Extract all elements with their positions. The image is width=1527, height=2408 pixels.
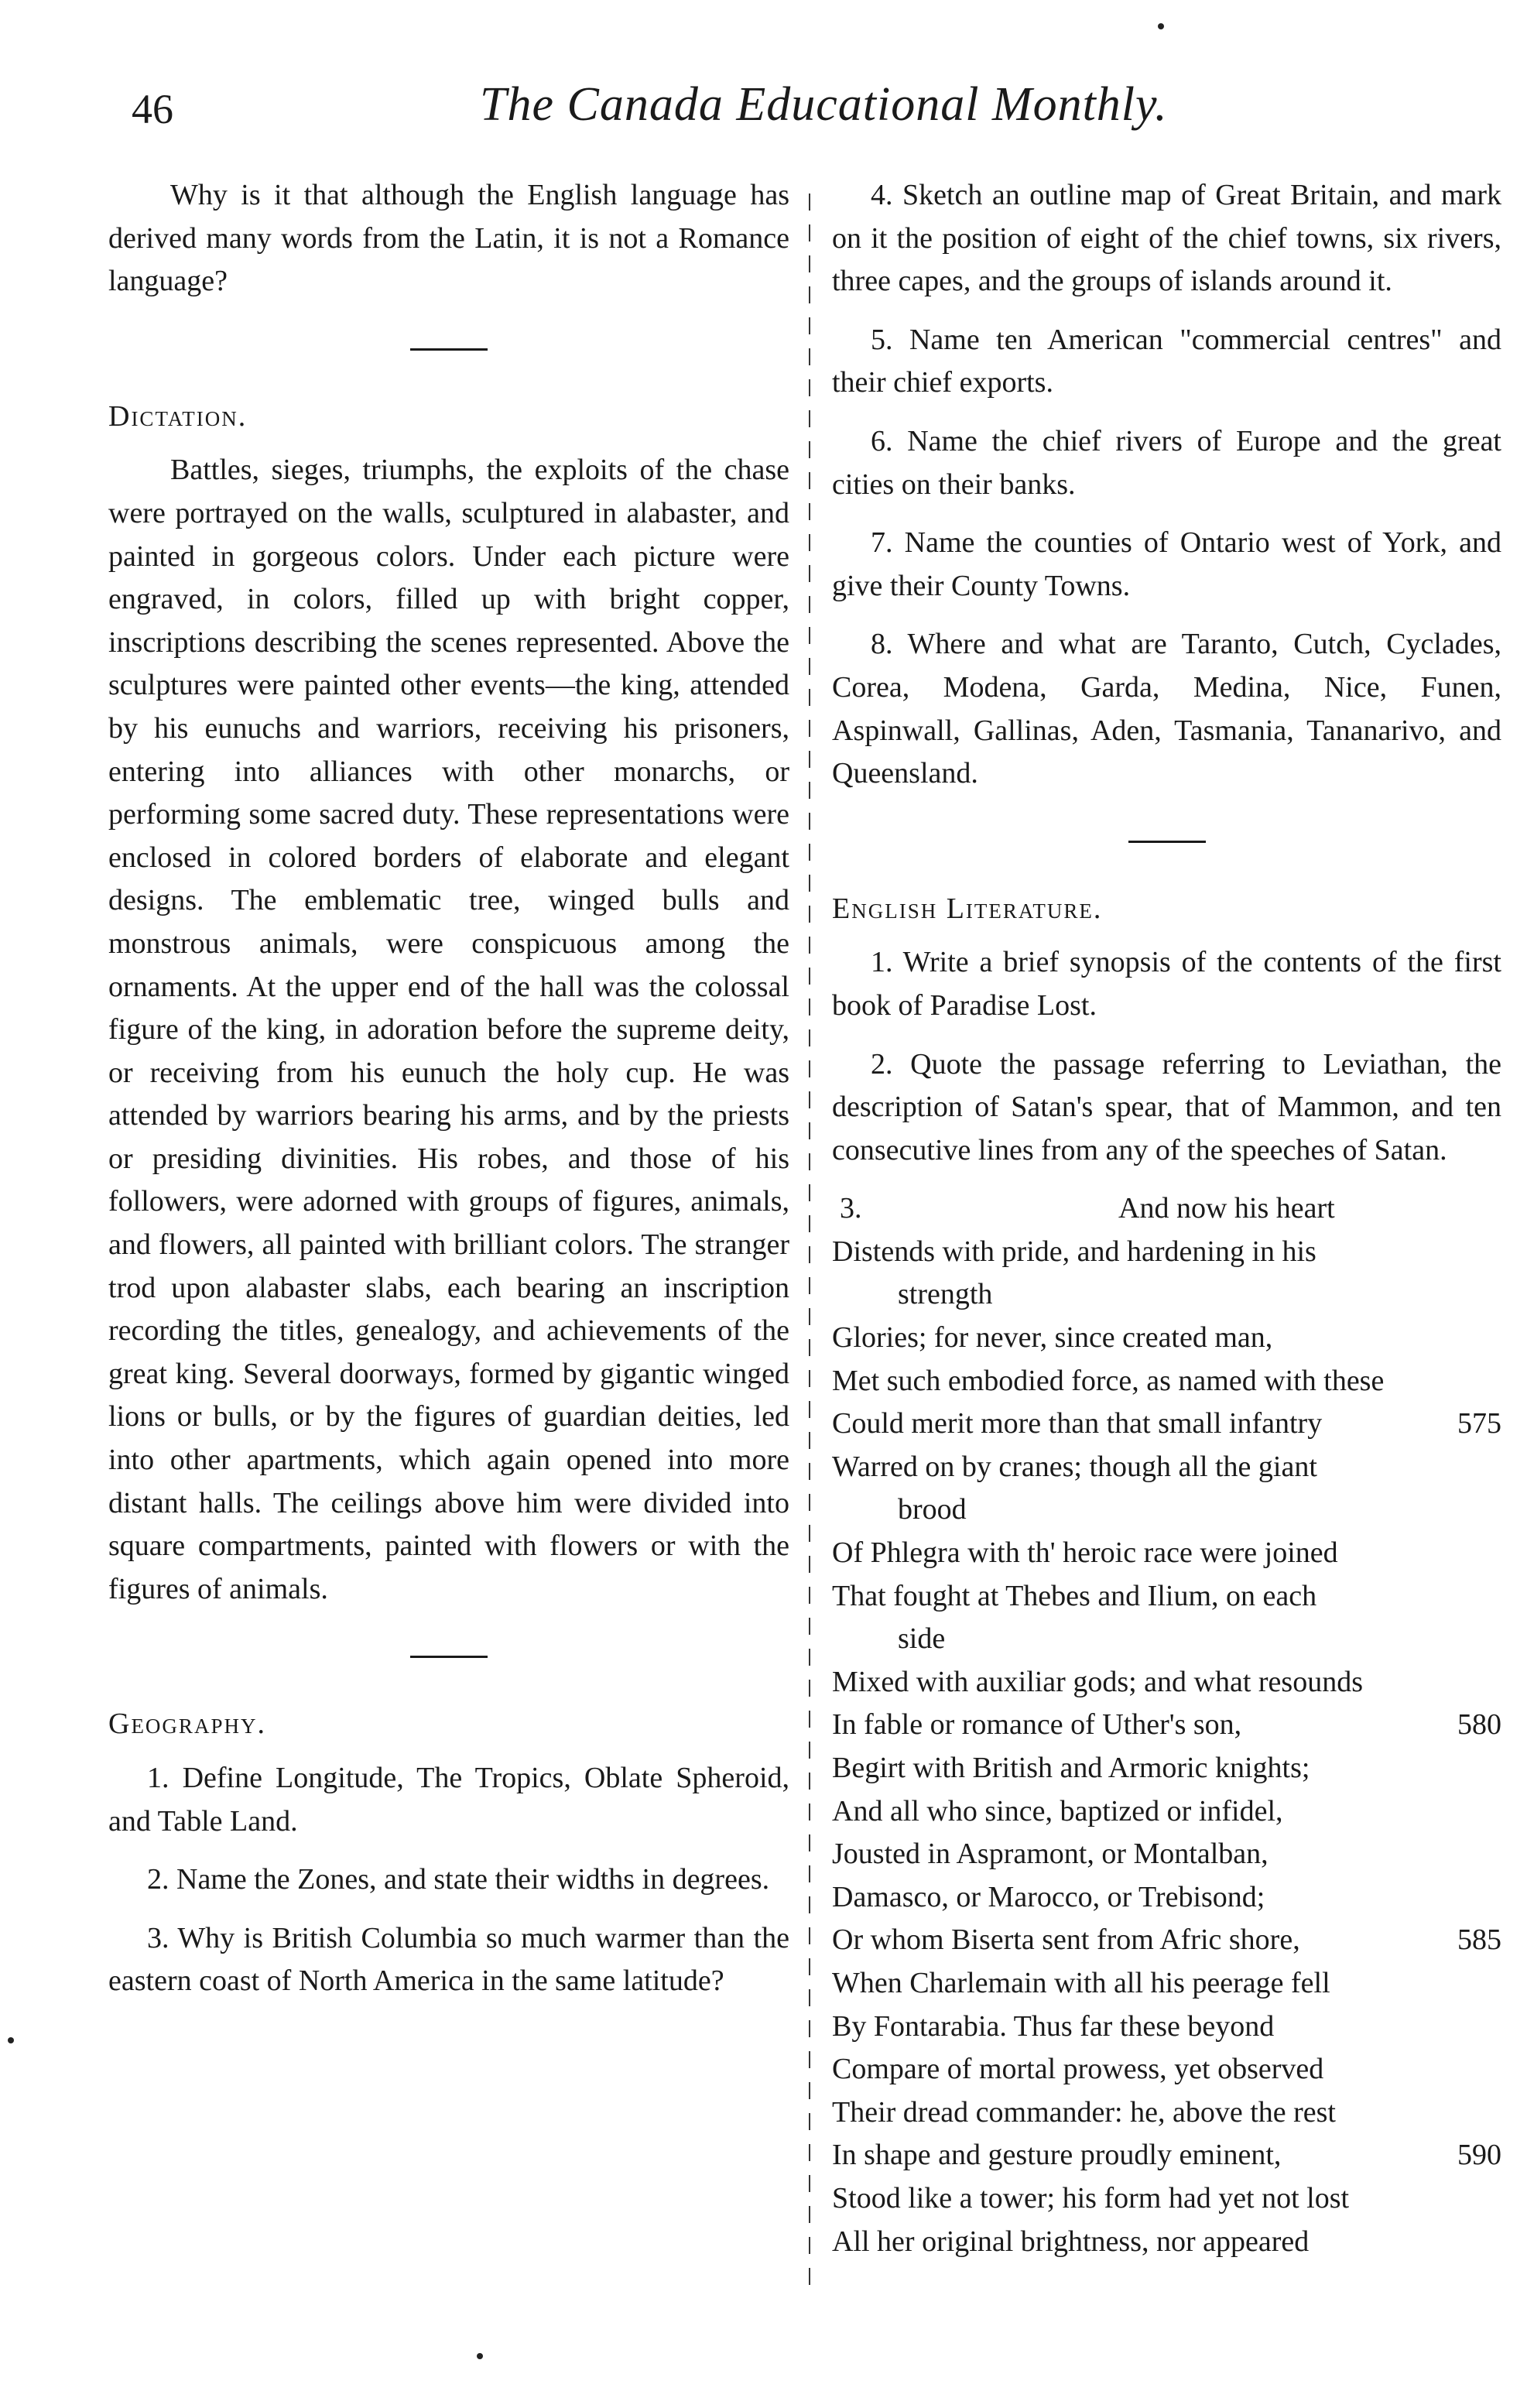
- section-rule: [410, 348, 488, 351]
- left-column: [108, 174, 789, 2019]
- verse-line: That fought at Thebes and Ilium, on each: [832, 1579, 1317, 1612]
- verse-line: strength: [898, 1278, 993, 1311]
- column-divider: [809, 194, 810, 2299]
- geography-heading: Geography.: [108, 1708, 266, 1741]
- verse-line: Mixed with auxiliar gods; and what resounds: [832, 1665, 1364, 1698]
- verse-line: Jousted in Aspramont, or Montalban,: [832, 1838, 1269, 1871]
- geography-question-8: 8. Where and what are Taranto, Cutch, Cyclades, Corea, Modena, Garda, Medina, Nice, Funen, Aspinwall, Gallinas, Aden, Tasmania, Tananarivo, and Queensland.: [832, 628, 1501, 790]
- verse-line: Begirt with British and Armoric knights;: [832, 1752, 1310, 1784]
- verse-text: In shape and gesture proudly eminent,: [832, 2139, 1282, 2172]
- ink-speck: [1158, 23, 1164, 29]
- verse-line: And all who since, baptized or infidel,: [832, 1794, 1283, 1827]
- verse-text: In fable or romance of Uther's son,: [832, 1708, 1242, 1742]
- paradise-lost-quotation: [832, 1187, 1501, 2263]
- geography-question-3: 3. Why is British Columbia so much warmer than the eastern coast of North America in the same latitude?: [108, 1921, 789, 1998]
- verse-line: [832, 1919, 1501, 1962]
- verse-line: Warred on by cranes; though all the giant: [832, 1450, 1317, 1483]
- verse-line: [832, 1403, 1501, 1446]
- literature-question-1: 1. Write a brief synopsis of the contents of the first book of Paradise Lost.: [832, 946, 1501, 1022]
- verse-line: Their dread commander: he, above the rest: [832, 2095, 1336, 2129]
- geography-question-5: 5. Name ten American "commercial centres" and their chief exports.: [832, 323, 1501, 399]
- intro-question: Why is it that although the English language has derived many words from the Latin, it is not a Romance language?: [108, 179, 789, 298]
- verse-line: Distends with pride, and hardening in his: [832, 1235, 1316, 1268]
- page-number: 46: [132, 86, 173, 132]
- ink-speck: [477, 2353, 483, 2359]
- section-rule: [1128, 841, 1206, 843]
- line-number: 590: [1457, 2139, 1501, 2172]
- line-number: 585: [1457, 1923, 1501, 1957]
- verse-line: brood: [898, 1493, 967, 1526]
- verse-line: Compare of mortal prowess, yet observed: [832, 2053, 1324, 2086]
- line-number: 575: [1457, 1407, 1501, 1440]
- literature-heading: English Literature.: [832, 892, 1103, 925]
- verse-line: side: [898, 1622, 946, 1656]
- geography-question-4: 4. Sketch an outline map of Great Britain, and mark on it the position of eight of the chief towns, six rivers, three capes, and the groups of islands around it.: [832, 179, 1501, 298]
- verse-line: [832, 1187, 1501, 1231]
- question-number: 3.: [840, 1192, 862, 1225]
- verse-text: Or whom Biserta sent from Afric shore,: [832, 1923, 1300, 1957]
- running-title: The Canada Educational Monthly.: [480, 78, 1168, 131]
- verse-line: [832, 1704, 1501, 1747]
- line-number: 580: [1457, 1708, 1501, 1742]
- geography-question-1: 1. Define Longitude, The Tropics, Oblate Spheroid, and Table Land.: [108, 1762, 789, 1838]
- verse-text: And now his heart: [1118, 1192, 1335, 1225]
- dictation-heading: Dictation.: [108, 399, 248, 433]
- ink-speck: [8, 2037, 14, 2043]
- verse-line: Of Phlegra with th' heroic race were joined: [832, 1536, 1338, 1570]
- right-column: [832, 174, 1501, 2263]
- verse-line: Glories; for never, since created man,: [832, 1321, 1273, 1355]
- verse-line: When Charlemain with all his peerage fell: [832, 1966, 1330, 1999]
- verse-line: Damasco, or Marocco, or Trebisond;: [832, 1880, 1265, 1913]
- literature-question-2: 2. Quote the passage referring to Leviathan, the description of Satan's spear, that of Mammon, and ten consecutive lines from any of the speeches of Satan.: [832, 1047, 1501, 1166]
- geography-question-6: 6. Name the chief rivers of Europe and the great cities on their banks.: [832, 424, 1501, 501]
- dictation-text: Battles, sieges, triumphs, the exploits of the chase were portrayed on the walls, sculptured in alabaster, and painted in gorgeous colors. Under each picture were engraved, in colors, filled up with bright copper, inscriptions describing the scenes represented. Above the sculptures were painted other events—the king, attended by his eunuchs and warriors, receiving his prisoners, entering into alliances with other monarchs, or performing some sacred duty. These representations were enclosed in colored borders of elaborate and elegant designs. The emblematic tree, winged bulls and monstrous animals, were conspicuous among the ornaments. At the upper end of the hall was the colossal figure of the king, in adoration before the supreme deity, or receiving from his eunuch the holy cup. He was attended by warriors bearing his arms, and by the priests or presiding divinities. His robes, and those of his followers, were adorned with groups of figures, animals, and flowers, all painted with brilliant colors. The stranger trod upon alabaster slabs, each bearing an inscription recording the titles, genealogy, and achievements of the great king. Several doorways, formed by gigantic winged lions or bulls, or by the figures of guardian deities, led into other apartments, which again opened into more distant halls. The ceilings above him were divided into square compartments, painted with flowers or with the figures of animals.: [108, 454, 789, 1605]
- verse-line: By Fontarabia. Thus far these beyond: [832, 2009, 1275, 2043]
- geography-question-7: 7. Name the counties of Ontario west of York, and give their County Towns.: [832, 526, 1501, 602]
- verse-line: [832, 2134, 1501, 2177]
- verse-line: All her original brightness, nor appeared: [832, 2225, 1310, 2258]
- verse-line: Stood like a tower; his form had yet not lost: [832, 2181, 1350, 2214]
- verse-line: Met such embodied force, as named with these: [832, 1364, 1385, 1397]
- verse-text: Could merit more than that small infantry: [832, 1407, 1323, 1440]
- geography-question-2: 2. Name the Zones, and state their widths in degrees.: [147, 1863, 770, 1896]
- section-rule: [410, 1656, 488, 1658]
- page-header: [132, 77, 1463, 139]
